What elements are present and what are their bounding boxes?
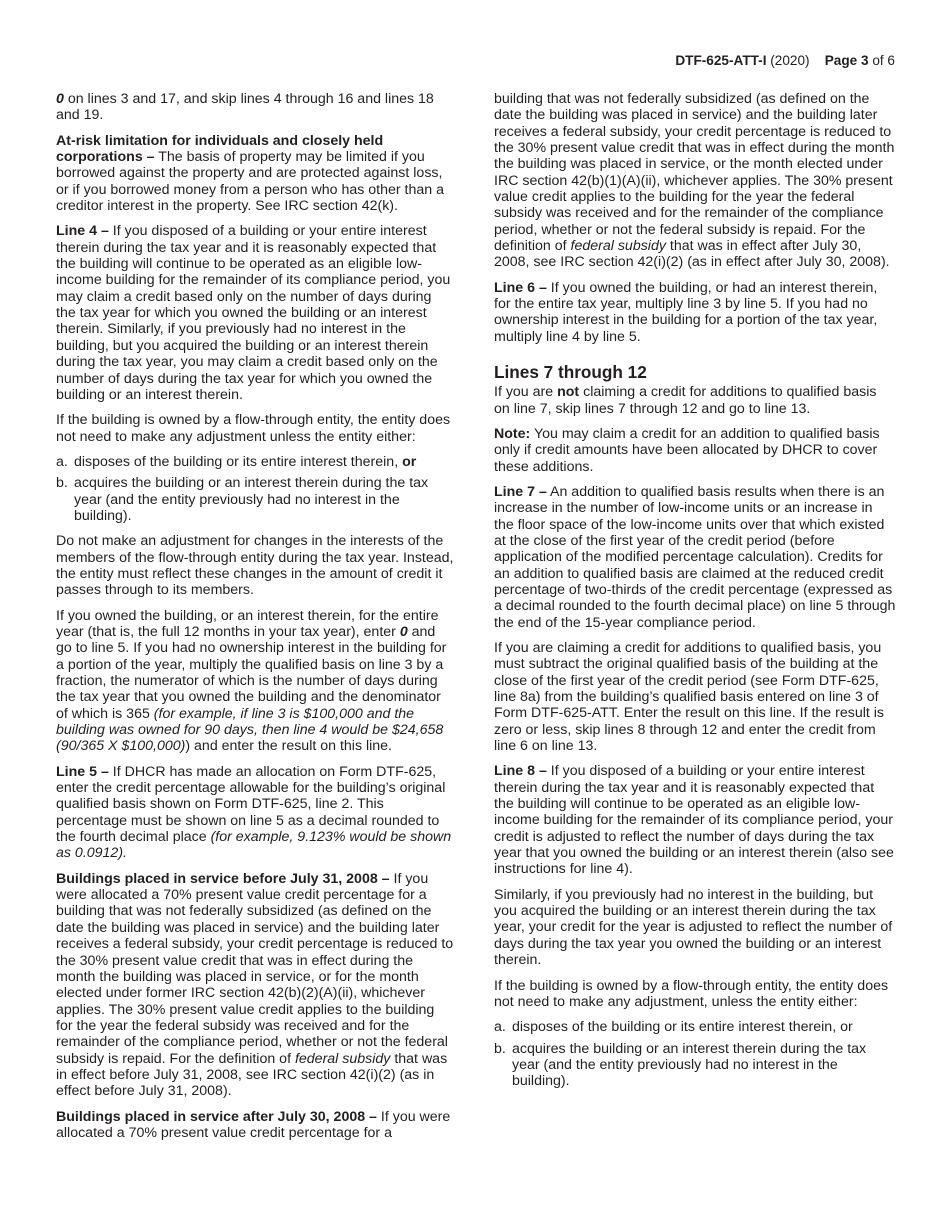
line-7-paragraph: Line 7 – An addition to qualified basis results when there is an increase in the number of low-income units or an increase in the floor space of the low-income units over that which existed at the close of the first year of the credit period (before application of the modified percentage calculation). Credits for an addition to qualified basis are claimed at the reduced credit percentage of two-thirds of the credit percentage (expressed as a decimal rounded to the fourth decimal place) on line 5 through the end of the 15-year compliance period. <box>494 483 896 631</box>
line-4-heading: Line 4 – <box>56 223 109 240</box>
list-item: b. acquires the building or an interest therein during the tax year (and the entity previously had no interest in the building). <box>494 1040 867 1090</box>
form-year: (2020) <box>770 53 810 68</box>
after-2008-continuation: building that was not federally subsidized (as defined on the date the building was placed in service) and the building later receives a federal subsidy, your credit percentage is reduced to the 30% present value credit that was in effect during the month the building was placed in service, or the month elected under IRC section 42(b)(1)(A)(ii), whichever applies. The 30% present value credit applies to the building for the year the federal subsidy was received and for the remainder of the compliance period, whether or not the federal subsidy is repaid. For the definition of federal subsidy that was in effect after July 30, 2008, see IRC section 42(i)(2) (as in effect after July 30, 2008). <box>494 91 895 271</box>
line-5-paragraph: Line 5 – If DHCR has made an allocation on Form DTF-625, enter the credit percentage allowable for the building’s original qualified basis shown on Form DTF-625, line 2. This percentage must be shown on line 5 as a decimal rounded to the fourth decimal place (for example, 9.123% would be shown as 0.0912). <box>56 763 452 862</box>
before-2008-heading: Buildings placed in service before July 31, 2008 – <box>56 870 390 887</box>
before-2008-paragraph: Buildings placed in service before July 31, 2008 – If you were allocated a 70% present value credit percentage for a building that was not federally subsidized (as defined on the date the building was placed in service) and the building later receives a federal subsidy, your credit percentage is reduced to the 30% present value credit that was in effect during the month the building was placed in service, or for the month elected under former IRC section 42(b)(2)(A)(ii), whichever applies. The 30% present value credit applies to the building for the year the federal subsidy was received and for the remainder of the compliance period, whether or not the federal subsidy is repaid. For the definition of federal subsidy that was in effect before July 31, 2008, see IRC section 42(i)(2) (as in effect before July 31, 2008). <box>56 870 454 1100</box>
no-adjustment-paragraph: Do not make an adjustment for changes in the interests of the members of the flow-through entity during the tax year. Instead, the entity must reflect these changes in the amount of credit it passes through to its members. <box>56 533 454 599</box>
similarly-paragraph: Similarly, if you previously had no interest in the building, but you acquired the building or an interest therein during the tax year, your credit for the year is adjusted to reflect the number of days during the tax year you owned the building or an interest therein. <box>494 886 893 969</box>
after-2008-paragraph: Buildings placed in service after July 30, 2008 – If you were allocated a 70% present value credit percentage for a <box>56 1108 451 1141</box>
page-number: 3 <box>860 53 869 68</box>
list-item: b. acquires the building or an interest therein during the tax year (and the entity previously had no interest in the building). <box>56 475 429 524</box>
note-heading: Note: <box>494 425 531 442</box>
flow-through-paragraph: If the building is owned by a flow-through entity, the entity does not need to make any adjustment unless the entity either: <box>56 412 451 445</box>
flow-through-list-2 <box>494 1019 896 1089</box>
line-5-heading: Line 5 – <box>56 763 109 780</box>
line-6-heading: Line 6 – <box>494 279 547 296</box>
section-title: Lines 7 through 12 <box>494 362 647 383</box>
form-id: DTF-625-ATT-I <box>675 53 767 68</box>
page-total: of 6 <box>872 53 895 68</box>
line-7-heading: Line 7 – <box>494 483 547 500</box>
flow-through-list <box>56 454 454 524</box>
not-claiming-paragraph: If you are not claiming a credit for additions to qualified basis on line 7, skip lines 7 through 12 and go to line 13. <box>494 384 877 417</box>
claiming-paragraph: If you are claiming a credit for additions to qualified basis, you must subtract the original qualified basis of the building at the close of the first year of the credit period (see Form DTF-625, line 8a) from the building’s qualified basis entered on line 3 of Form DTF-625-ATT. Enter the result on this line. If the result is zero or less, skip lines 8 through 12 and enter the credit from line 6 on line 13. <box>494 639 885 755</box>
list-item: a. disposes of the building or its entire interest therein, or <box>56 453 417 470</box>
line-4-paragraph: Line 4 – If you disposed of a building or your entire interest therein during the tax year and it is reasonably expected that the building will continue to be operated as an eligible low-income building for the remainder of its compliance period, you may claim a credit based only on the number of days during the tax year for which you owned the building or an interest therein. Similarly, if you previously had no interest in the building, but you acquired the building or an interest therein during the tax year, you may claim a credit based only on the number of days during the tax year for which you owned the building or an interest therein. <box>56 223 451 403</box>
line-8-paragraph: Line 8 – If you disposed of a building or your entire interest therein during the tax year and it is reasonably expected that the building will continue to be operated as an eligible low-income building for the remainder of its compliance period, your credit is adjusted to reflect the number of days during the tax year that you owned the building or an interest therein (also see instructions for line 4). <box>494 763 894 878</box>
list-item: a. disposes of the building or its entire interest therein, or <box>494 1019 853 1036</box>
at-risk-heading: At-risk limitation for individuals and closely held corporations – <box>56 132 384 166</box>
ownership-paragraph: If you owned the building, or an interest therein, for the entire year (that is, the full 12 months in your tax year), enter 0 and go to line 5. If you had no ownership interest in the building for a portion of the year, multiply the qualified basis on line 3 by a fraction, the numerator of which is the number of days during the tax year that you owned the building and the denominator of which is 365 (for example, if line 3 is $100,000 and the building was owned for 90 days, then line 4 would be $24,658 (90/365 X $100,000)) and enter the result on this line. <box>56 607 447 755</box>
flow-through-paragraph-2: If the building is owned by a flow-through entity, the entity does not need to make any adjustment, unless the entity either: <box>494 977 889 1010</box>
note-paragraph: Note: You may claim a credit for an addition to qualified basis only if credit amounts have been allocated by DHCR to cover these additions. <box>494 425 880 475</box>
page-label: Page <box>824 53 858 68</box>
after-2008-heading: Buildings placed in service after July 30, 2008 – <box>56 1108 377 1125</box>
intro-continuation: 0 on lines 3 and 17, and skip lines 4 through 16 and lines 18 and 19. <box>56 91 434 124</box>
at-risk-paragraph: At-risk limitation for individuals and closely held corporations – The basis of property may be limited if you borrowed against the property and are protected against loss, or if you borrowed money from a person who has other than a creditor interest in the property. See IRC section 42(k). <box>56 132 445 215</box>
page-header <box>675 53 895 68</box>
line-6-paragraph: Line 6 – If you owned the building, or had an interest therein, for the entire tax year, multiply line 3 by line 5. If you had no ownership interest in the building for a portion of the tax year, multiply line 4 by line 5. <box>494 279 878 345</box>
left-column <box>56 91 454 1150</box>
right-column <box>494 91 896 1099</box>
line-8-heading: Line 8 – <box>494 763 547 780</box>
